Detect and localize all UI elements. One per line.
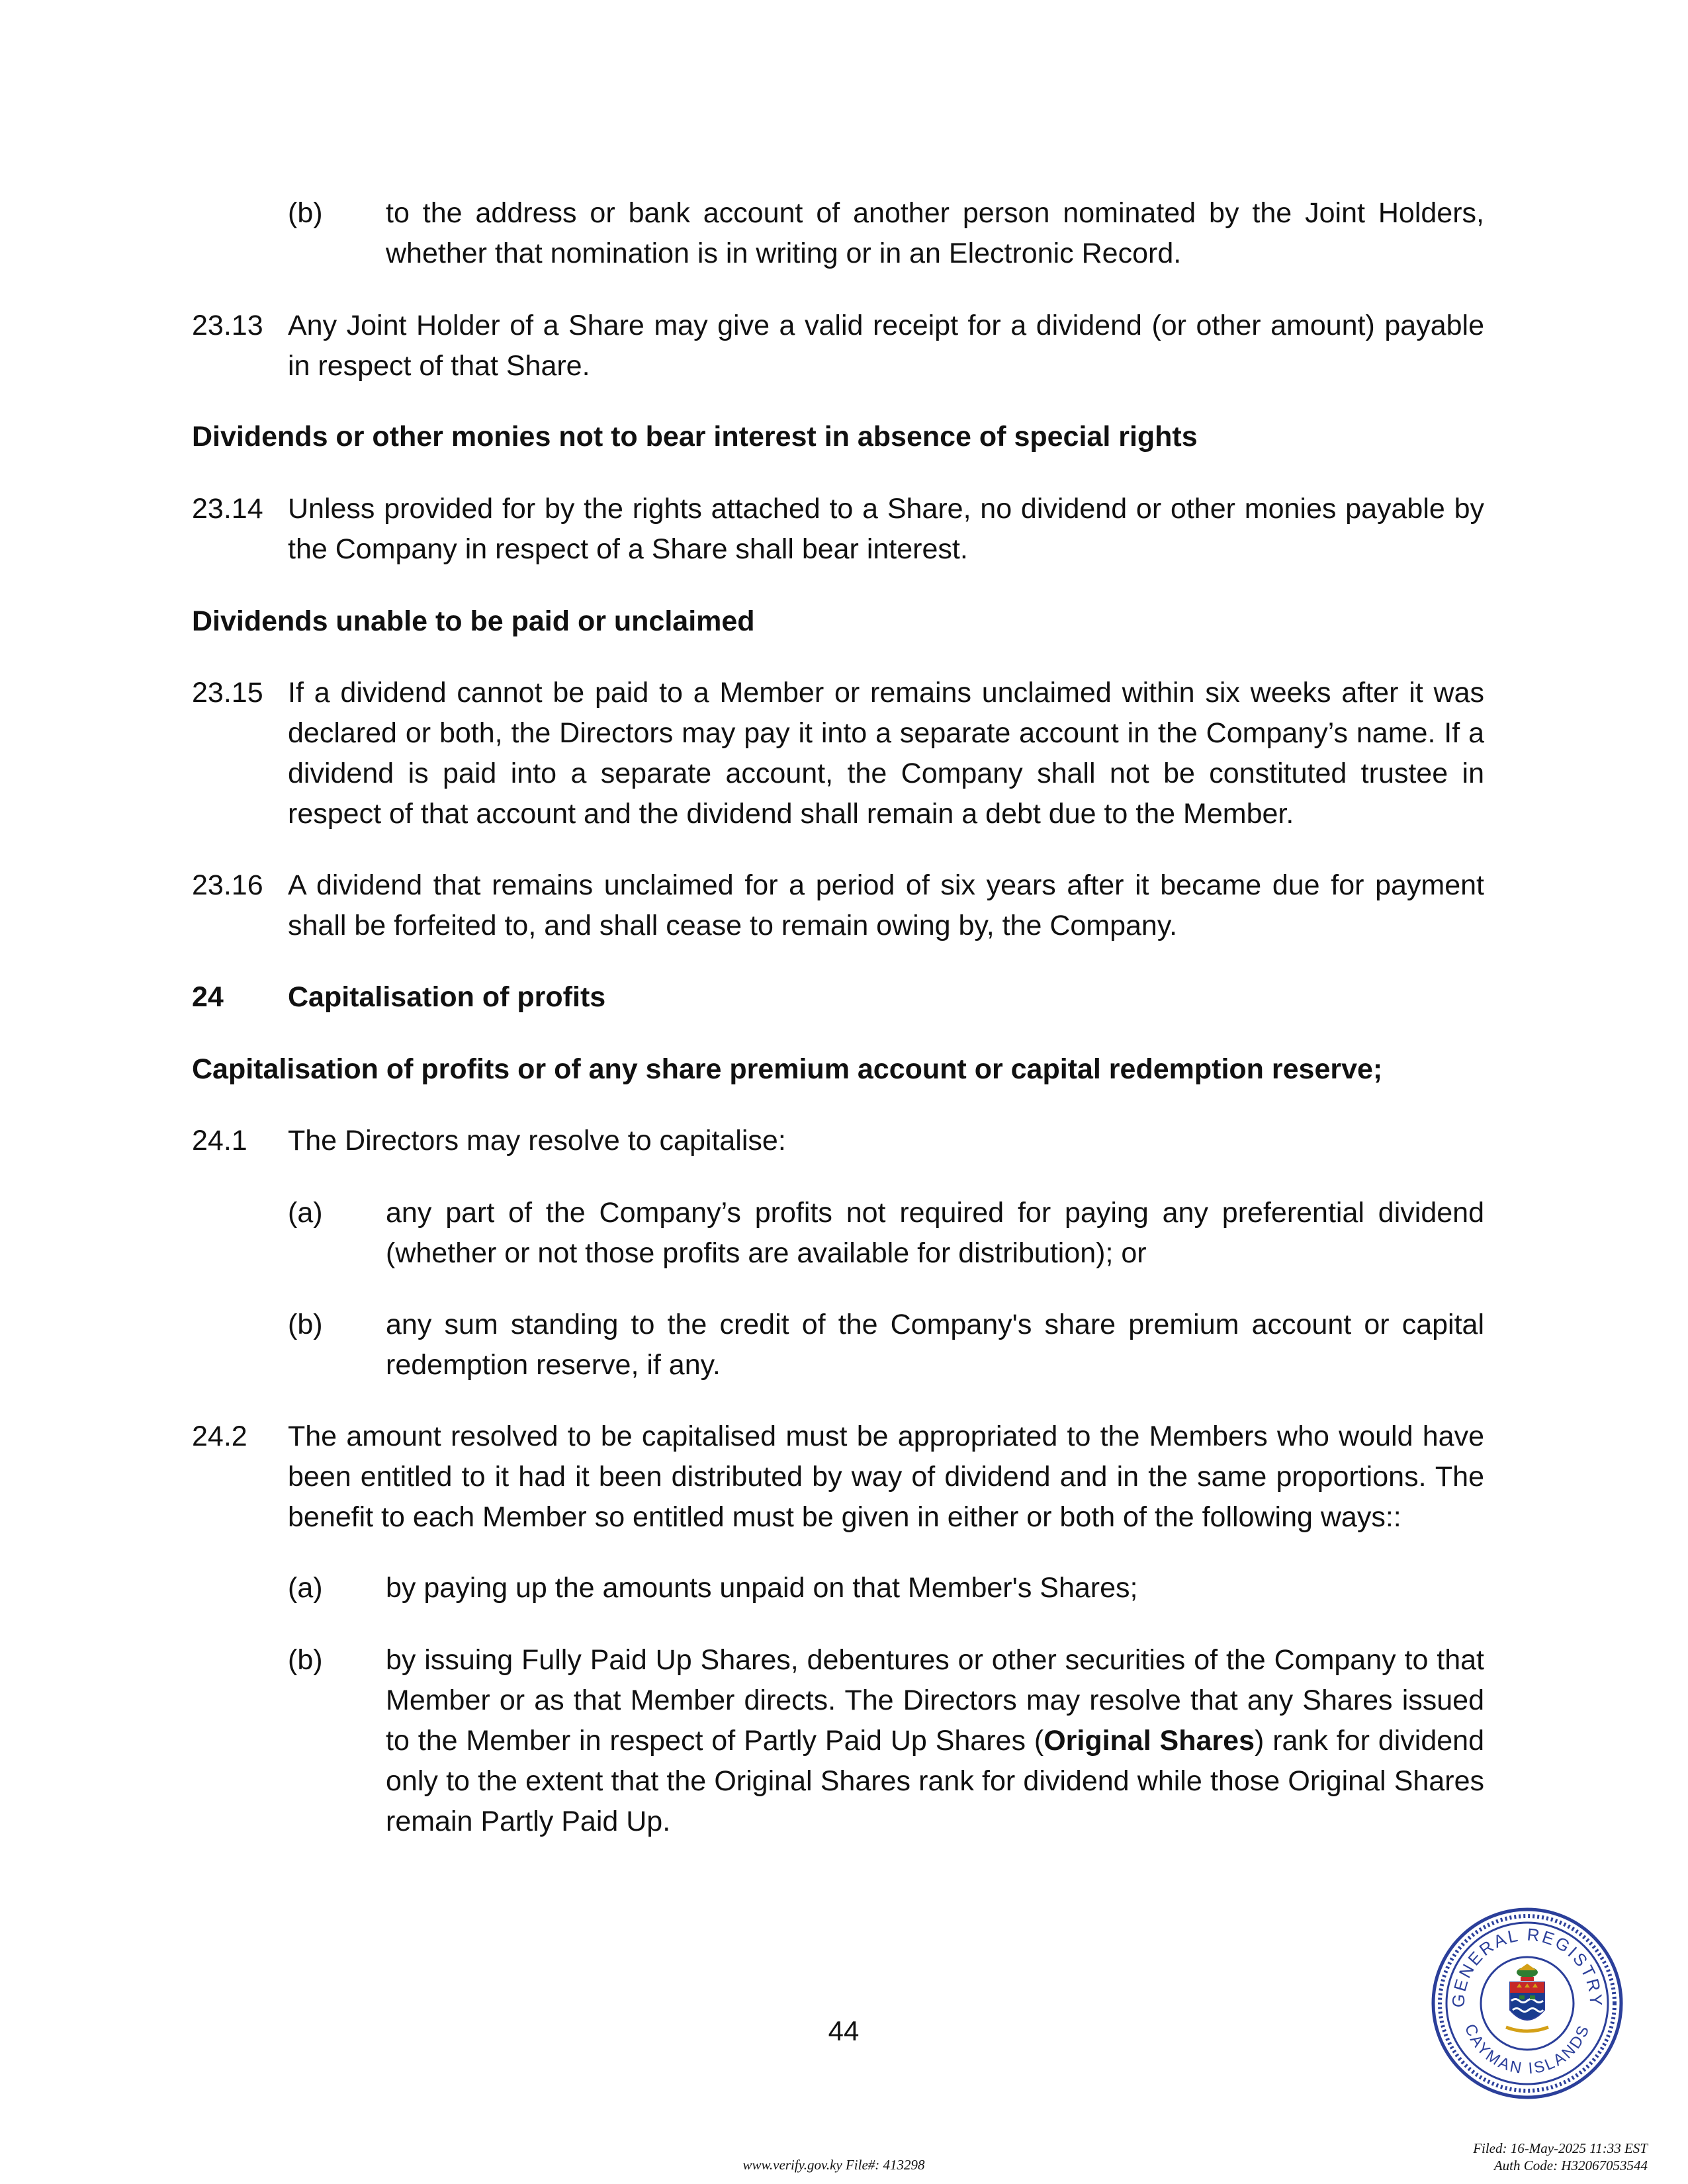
verify-url-footer: www.verify.gov.ky File#: 413298 <box>742 2157 925 2173</box>
general-registry-seal <box>1428 1904 1626 2103</box>
item-text: any part of the Company’s profits not required for paying any preferential dividend (whether or not those profits are available for distribution); or <box>386 1197 1484 1269</box>
filed-date-footer: Filed: 16-May-2025 11:33 EST <box>1473 2140 1648 2156</box>
item-text-part: by issuing Fully Paid Up Shares, debentures or other securities of the Company to that Member or as that Member directs. The Directors may resolve that any Shares issued to the Member in respect of Partly Paid Up Shares ( <box>386 1644 1484 1757</box>
clause-text: Any Joint Holder of a Share may give a valid receipt for a dividend (or other amount) payable in respect of that Share. <box>288 310 1484 382</box>
item-text: to the address or bank account of another person nominated by the Joint Holders, whether that nomination is in writing or in an Electronic Record. <box>386 197 1484 269</box>
auth-code-footer: Auth Code: H32067053544 <box>1493 2158 1648 2173</box>
clause-number: 23.13 <box>192 310 263 341</box>
clause-text: A dividend that remains unclaimed for a period of six years after it became due for payment shall be forfeited to, and shall cease to remain owing by, the Company. <box>288 869 1484 941</box>
section-number: 24 <box>192 981 224 1013</box>
seal-bottom-text: CAYMAN ISLANDS <box>1460 2021 1594 2078</box>
section-subheading: Dividends or other monies not to bear interest in absence of special rights <box>192 421 1198 453</box>
item-text: by paying up the amounts unpaid on that Member's Shares; <box>386 1572 1138 1604</box>
item-text <box>386 1640 1484 1842</box>
clause-number: 24.1 <box>192 1125 247 1157</box>
item-text-part: ) rank for dividend only to the extent that the Original Shares rank for dividend while those Original Shares remain Partly Paid Up. <box>386 1725 1485 1837</box>
clause-number: 23.16 <box>192 869 263 901</box>
clause-number: 24.2 <box>192 1420 247 1452</box>
seal-top-text: GENERAL REGISTRY <box>1448 1924 1607 2008</box>
item-label: (b) <box>288 1644 323 1676</box>
clause-text: If a dividend cannot be paid to a Member or remains unclaimed within six weeks after it was declared or both, the Directors may pay it into a separate account in the Company’s name. If a dividend is paid into a separate account, the Company shall not be constituted trustee in respect of that account and the dividend shall remain a debt due to the Member. <box>288 677 1484 830</box>
clause-number: 23.15 <box>192 677 263 709</box>
clause-text: The Directors may resolve to capitalise: <box>288 1125 786 1157</box>
clause-number: 23.14 <box>192 493 263 525</box>
clause-text: Unless provided for by the rights attached to a Share, no dividend or other monies payable by the Company in respect of a Share shall bear interest. <box>288 493 1484 565</box>
section-subheading: Capitalisation of profits or of any share premium account or capital redemption reserve; <box>192 1053 1383 1085</box>
item-text: any sum standing to the credit of the Company's share premium account or capital redemption reserve, if any. <box>386 1309 1484 1381</box>
section-subheading: Dividends unable to be paid or unclaimed <box>192 605 755 637</box>
page-number: 44 <box>828 2015 860 2046</box>
item-label: (b) <box>288 1309 323 1340</box>
item-label: (b) <box>288 197 323 229</box>
defined-term: Original Shares <box>1044 1725 1255 1757</box>
clause-text: The amount resolved to be capitalised must be appropriated to the Members who would have been entitled to it had it been distributed by way of dividend and in the same proportions. The benefit to each Member so entitled must be given in either or both of the following ways:: <box>288 1420 1484 1533</box>
item-label: (a) <box>288 1197 323 1229</box>
section-title: Capitalisation of profits <box>288 981 606 1013</box>
item-label: (a) <box>288 1572 323 1604</box>
